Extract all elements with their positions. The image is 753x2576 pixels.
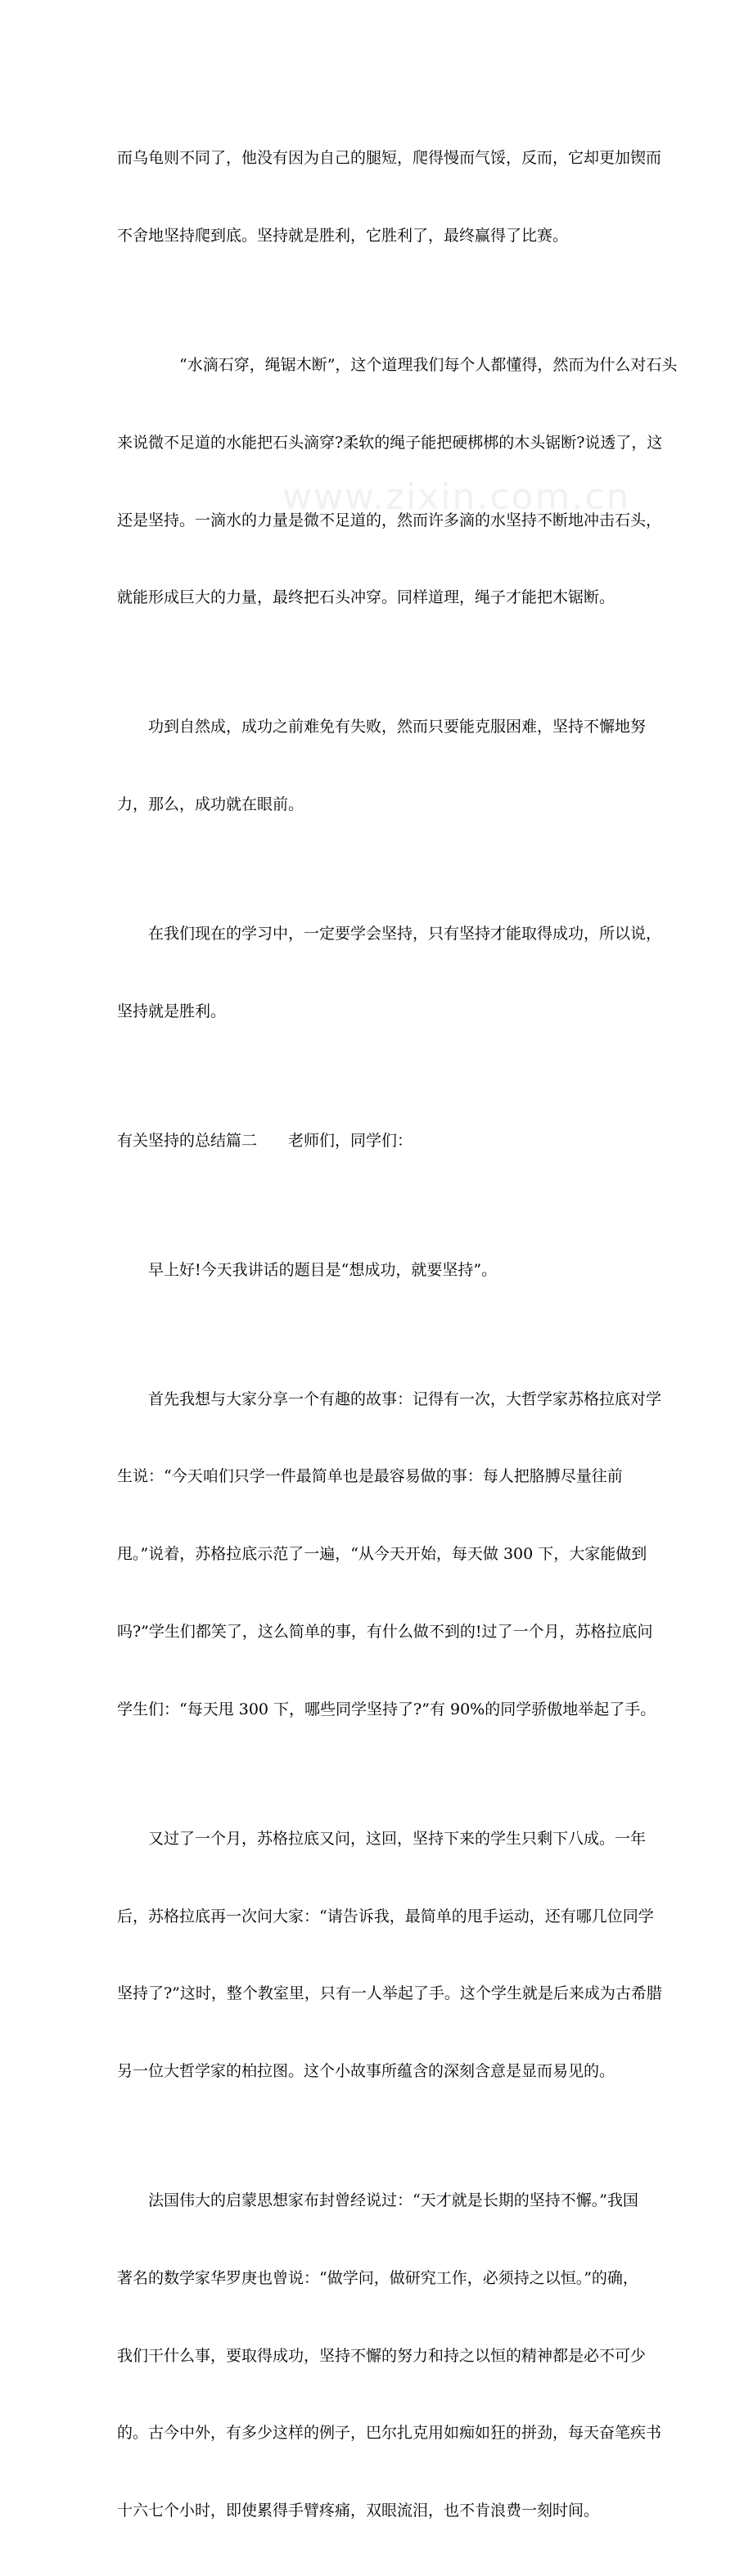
text-line: 不舍地坚持爬到底。坚持就是胜利，它胜利了，最终赢得了比赛。 — [117, 226, 569, 245]
text-line: 坚持就是胜利。 — [117, 1002, 227, 1020]
paragraph-greeting — [117, 1206, 641, 1335]
paragraph-success — [117, 663, 647, 870]
document-body — [117, 94, 678, 2576]
paragraph-water-drop — [117, 301, 678, 663]
text-line: 又过了一个月，苏格拉底又问，这回，坚持下来的学生只剩下八成。一年 — [148, 1829, 647, 1848]
text-line: 学生们：“每天甩 300 下，哪些同学坚持了?”有 90%的同学骄傲地举起了手。 — [117, 1700, 656, 1718]
text-line: 甩。”说着，苏格拉底示范了一遍，“从今天开始，每天做 300 下，大家能做到 — [117, 1545, 647, 1564]
text-line: 十六七个小时，即使累得手臂疼痛，双眼流泪，也不肯浪费一刻时间。 — [117, 2502, 600, 2520]
paragraph-plato — [117, 1775, 662, 2137]
text-line: 来说微不足道的水能把石头滴穿?柔软的绳子能把硬梆梆的木头锯断?说透了，这 — [117, 433, 663, 452]
text-line: 法国伟大的启蒙思想家布封曾经说过：“天才就是长期的坚持不懈。”我国 — [148, 2191, 638, 2210]
text-line: 另一位大哲学家的柏拉图。这个小故事所蕴含的深刻含意是显而易见的。 — [117, 2062, 615, 2081]
text-line: 首先我想与大家分享一个有趣的故事：记得有一次，大哲学家苏格拉底对学 — [148, 1389, 662, 1408]
text-line: 在我们现在的学习中，一定要学会坚持，只有坚持才能取得成功，所以说， — [148, 925, 662, 943]
text-line: 我们干什么事，要取得成功，坚持不懈的努力和持之以恒的精神都是必不可少 — [117, 2346, 647, 2365]
text-line: 早上好!今天我讲话的题目是“想成功，就要坚持”。 — [148, 1260, 498, 1279]
paragraph-study — [117, 870, 662, 1077]
text-line: 的。古今中外，有多少这样的例子，巴尔扎克用如痴如狂的拼劲，每天奋笔疾书 — [117, 2424, 662, 2443]
text-line: 坚持了?”这时，整个教室里，只有一人举起了手。这个学生就是后来成为古希腊 — [117, 1984, 662, 2003]
text-line: 就能形成巨大的力量，最终把石头冲穿。同样道理，绳子才能把木锯断。 — [117, 588, 615, 607]
text-line: 而乌龟则不同了，他没有因为自己的腿短，爬得慢而气馁，反而，它却更加锲而 — [117, 149, 662, 168]
paragraph-socrates-story — [117, 1335, 662, 1775]
text-line: “水滴石穿，绳锯木断”，这个道理我们每个人都懂得，然而为什么对石头 — [179, 355, 678, 374]
text-line: 生说：“今天咱们只学一件最简单也是最容易做的事：每人把胳膊尽量往前 — [117, 1467, 623, 1486]
text-line: 著名的数学家华罗庚也曾说：“做学问，做研究工作，必须持之以恒。”的确， — [117, 2268, 638, 2287]
paragraph-tortoise — [117, 94, 662, 301]
text-line: 功到自然成，成功之前难免有失败，然而只要能克服困难，坚持不懈地努 — [148, 718, 647, 736]
text-line: 吗?”学生们都笑了，这么简单的事，有什么做不到的!过了一个月，苏格拉底问 — [117, 1623, 653, 1642]
text-line: 力，那么，成功就在眼前。 — [117, 795, 304, 814]
text-line: 后，苏格拉底再一次问大家：“请告诉我，最简单的甩手运动，还有哪几位同学 — [117, 1907, 654, 1925]
paragraph-perseverance — [117, 2137, 662, 2576]
watermark: www.zixin.com.cn — [282, 476, 631, 518]
heading-line: 有关坚持的总结篇二 老师们，同学们： — [117, 1131, 413, 1150]
text-line: 还是坚持。一滴水的力量是微不足道的，然而许多滴的水坚持不断地冲击石头， — [117, 511, 662, 529]
section-heading — [117, 1077, 641, 1206]
